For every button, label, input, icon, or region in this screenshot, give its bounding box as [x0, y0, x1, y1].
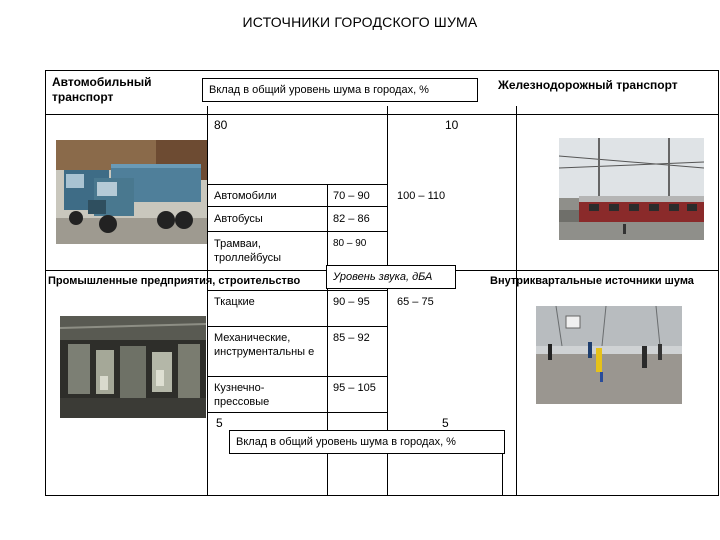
contribution-rail: 10: [445, 118, 459, 132]
grid-line: [207, 376, 387, 377]
grid-line: [45, 114, 719, 115]
grid-line: [207, 106, 208, 496]
header-rail-transport: Железнодорожный транспорт: [498, 78, 678, 92]
grid-line: [516, 106, 517, 496]
header-industry: Промышленные предприятия, строительство: [48, 275, 301, 287]
train-photo: [559, 138, 704, 240]
grid-line: [207, 184, 387, 185]
row-level-forging: 95 – 105: [333, 382, 376, 394]
header-intra-quarter: Внутриквартальные источники шума: [490, 275, 694, 287]
row-level-trams: 80 – 90: [333, 238, 367, 249]
row-level-cars: 70 – 90: [333, 190, 370, 202]
sound-level-label: Уровень звука, дБА: [326, 265, 456, 289]
courtyard-photo: [536, 306, 682, 404]
grid-line: [207, 206, 387, 207]
trucks-photo: [56, 140, 207, 244]
row-name-cars: Автомобили: [214, 190, 277, 202]
contribution-label-top: Вклад в общий уровень шума в городах, %: [202, 78, 478, 102]
row-name-mechanical: Механические, инструментальны е: [214, 332, 315, 358]
row-name-forging: Кузнечно-прессовые: [214, 382, 270, 408]
rail-level: 100 – 110: [397, 190, 446, 202]
header-auto-transport: Автомобильный транспорт: [52, 75, 152, 104]
row-name-buses: Автобусы: [214, 213, 263, 225]
contribution-intra: 5: [442, 416, 449, 430]
contribution-industry: 5: [216, 416, 223, 430]
grid-line: [207, 231, 387, 232]
row-level-textile: 90 – 95: [333, 296, 370, 308]
row-name-textile: Ткацкие: [214, 296, 255, 308]
row-level-buses: 82 – 86: [333, 213, 370, 225]
page-title: ИСТОЧНИКИ ГОРОДСКОГО ШУМА: [242, 14, 478, 30]
row-level-mechanical: 85 – 92: [333, 332, 370, 344]
contribution-label-bottom: Вклад в общий уровень шума в городах, %: [229, 430, 505, 454]
intra-level: 65 – 75: [397, 296, 434, 308]
grid-line: [207, 412, 387, 413]
grid-line: [207, 326, 387, 327]
grid-line: [207, 290, 387, 291]
row-name-trams: Трамваи, троллейбусы: [214, 238, 281, 264]
contribution-auto: 80: [214, 118, 228, 132]
factory-photo: [60, 316, 206, 418]
